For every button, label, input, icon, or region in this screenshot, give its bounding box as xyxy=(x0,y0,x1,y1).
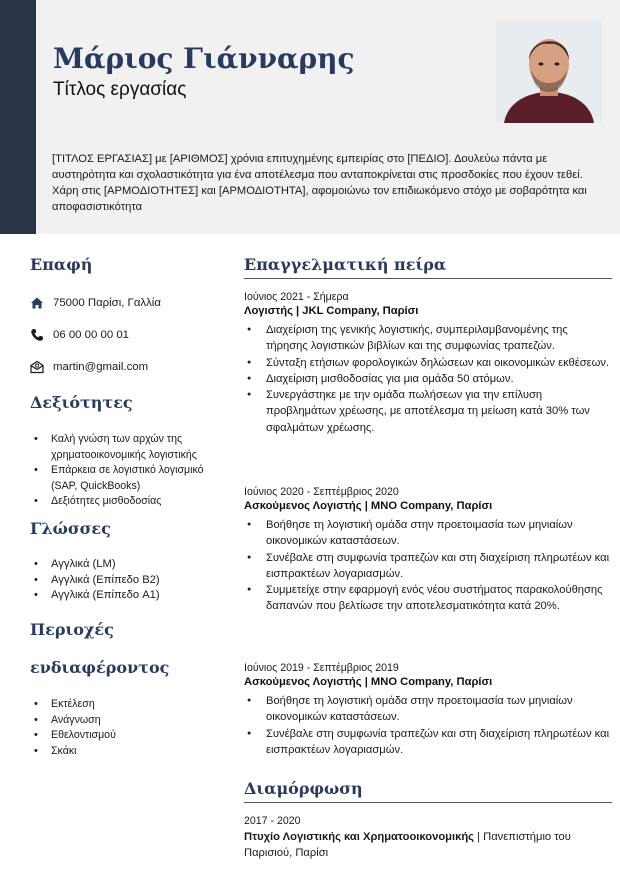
interests-heading-line1: Περιοχές xyxy=(30,620,114,639)
contact-phone xyxy=(30,328,129,342)
contact-heading: Επαφή xyxy=(30,255,93,274)
resume-header xyxy=(36,0,620,234)
list-item: • Ανάγνωση xyxy=(30,713,220,729)
header-accent-stripe xyxy=(0,0,36,234)
interests-heading-line2: ενδιαφέροντος xyxy=(30,658,170,677)
list-item: • Αγγλικά (LM) xyxy=(30,557,220,573)
list-item: • Σκάκι xyxy=(30,744,220,760)
list-item: ● Βοήθησε τη λογιστική ομάδα στην προετοιμασία των μηνιαίων οικονομικών καταστάσεων. xyxy=(244,693,612,726)
list-item: ● Συνεργάστηκε με την ομάδα πωλήσεων για την επίλυση προβλημάτων χρέωσης, με αποτέλεσμα τη μείωση κατά 30% των σφαλμάτων χρέωσης. xyxy=(244,387,612,436)
list-item: ● Συνέβαλε στη συμφωνία τραπεζών και στη διαχείριση πληρωτέων και εισπρακτέων λογαριασμών. xyxy=(244,550,612,583)
experience-entry xyxy=(244,291,612,436)
list-item: ● Βοήθησε τη λογιστική ομάδα στην προετοιμασία των μηνιαίων οικονομικών καταστάσεων. xyxy=(244,517,612,550)
entry-dates: Ιούνιος 2021 - Σήμερα xyxy=(244,291,349,303)
list-item: • Εθελοντισμού xyxy=(30,728,220,744)
contact-email xyxy=(30,360,148,374)
education-institution: | Πανεπιστήμιο του Παρισιού, Παρίσι xyxy=(244,831,571,860)
profile-summary: [ΤΙΤΛΟΣ ΕΡΓΑΣΙΑΣ] με [ΑΡΙΘΜΟΣ] χρόνια επιτυχημένης εμπειρίας στο [ΠΕΔΙΟ]. Δουλεύω πάντα με αυστηρότητα και σχολαστικότητα για ένα αποτέλεσμα που ανταποκρίνεται στις προσδοκίες που έχουν τεθεί. Χάρη στις [ΑΡΜΟΔΙΟΤΗΤΕΣ] και [ΑΡΜΟΔΙΟΤΗΤΑ], αφομοιώνω τον επιδιωκόμενο στόχο με σοβαρότητα και αποφασιστικότητα xyxy=(52,153,587,213)
education-dates: 2017 - 2020 xyxy=(244,815,301,827)
interests-list xyxy=(30,697,220,759)
list-item: ● Σύνταξη ετήσιων φορολογικών δηλώσεων και οικονομικών εκθέσεων. xyxy=(244,355,612,371)
list-item: • Αγγλικά (Επίπεδο A1) xyxy=(30,588,220,604)
education-description xyxy=(244,829,612,862)
list-item: • Αγγλικά (Επίπεδο B2) xyxy=(30,573,220,589)
address-text: 75000 Παρίσι, Γαλλία xyxy=(53,297,161,309)
entry-dates: Ιούνιος 2019 - Σεπτέμβριος 2019 xyxy=(244,662,399,674)
experience-heading: Επαγγελματική πείρα xyxy=(244,255,612,279)
entry-role: Ασκούμενος Λογιστής | MNO Company, Παρίσι xyxy=(244,676,493,688)
entry-bullets xyxy=(244,322,612,436)
skills-heading: Δεξιότητες xyxy=(30,393,133,412)
candidate-name: Μάριος Γιάνναρης xyxy=(53,42,355,75)
list-item: • Καλή γνώση των αρχών της χρηματοοικονομικής λογιστικής xyxy=(30,432,220,463)
education-entry xyxy=(244,815,612,862)
education-heading: Διαμόρφωση xyxy=(244,779,612,803)
list-item: • Δεξιότητες μισθοδοσίας xyxy=(30,494,220,510)
languages-list xyxy=(30,557,220,604)
education-degree: Πτυχίο Λογιστικής και Χρηματοοικονομικής xyxy=(244,831,474,843)
experience-entry xyxy=(244,486,612,615)
entry-bullets xyxy=(244,517,612,615)
email-text[interactable]: martin@gmail.com xyxy=(53,361,149,373)
entry-role: Ασκούμενος Λογιστής | MNO Company, Παρίσι xyxy=(244,500,493,512)
skills-list xyxy=(30,432,220,510)
list-item: ● Διαχείριση μισθοδοσίας για μια ομάδα 50 ατόμων. xyxy=(244,371,612,387)
entry-dates: Ιούνιος 2020 - Σεπτέμβριος 2020 xyxy=(244,486,399,498)
languages-heading: Γλώσσες xyxy=(30,519,111,538)
list-item: • Επάρκεια σε λογιστικό λογισμικό (SAP, QuickBooks) xyxy=(30,463,220,494)
list-item: ● Συμμετείχε στην εφαρμογή ενός νέου συστήματος παρακολούθησης δαπανών που βελτίωσε την αποτελεσματικότητα κατά 20%. xyxy=(244,582,612,615)
home-icon xyxy=(30,296,44,310)
envelope-icon xyxy=(30,360,44,374)
experience-entry xyxy=(244,662,612,758)
job-title: Τίτλος εργασίας xyxy=(53,79,187,100)
entry-role: Λογιστής | JKL Company, Παρίσι xyxy=(244,305,419,317)
list-item: ● Διαχείριση της γενικής λογιστικής, συμπεριλαμβανομένης της τήρησης λογιστικών βιβλίων και της συμφωνίας τραπεζών. xyxy=(244,322,612,355)
contact-address xyxy=(30,296,161,310)
phone-icon xyxy=(30,328,44,342)
phone-text: 06 00 00 00 01 xyxy=(53,329,130,341)
list-item: ● Συνέβαλε στη συμφωνία τραπεζών και στη διαχείριση πληρωτέων και εισπρακτέων λογαριασμών. xyxy=(244,726,612,759)
entry-bullets xyxy=(244,693,612,758)
profile-photo xyxy=(496,20,602,123)
list-item: • Εκτέλεση xyxy=(30,697,220,713)
